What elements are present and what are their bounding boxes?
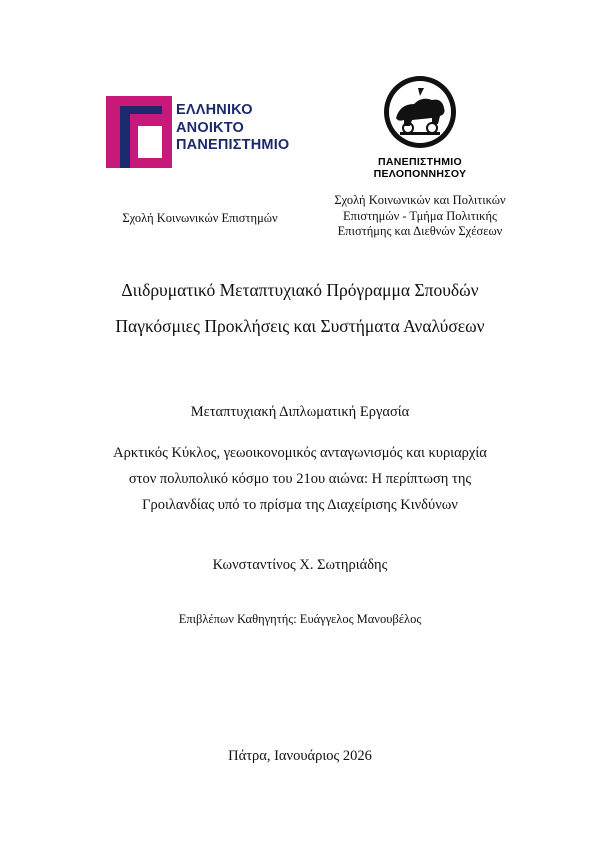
uop-line-2: ΠΕΛΟΠΟΝΝΗΣΟΥ bbox=[373, 168, 467, 180]
uop-seal-icon bbox=[360, 74, 480, 154]
supervisor: Επιβλέπων Καθηγητής: Ευάγγελος Μανουβέλος bbox=[178, 612, 422, 626]
eap-line-1: ΕΛΛΗΝΙΚΟ bbox=[176, 102, 253, 118]
author-name: Κωνσταντίνος Χ. Σωτηριάδης bbox=[212, 557, 388, 573]
left-school-name: Σχολή Κοινωνικών Επιστημών bbox=[122, 211, 278, 225]
eap-line-2: ΑΝΟΙΚΤΟ bbox=[176, 119, 244, 136]
eap-logo bbox=[106, 96, 296, 168]
thesis-title bbox=[0, 440, 600, 518]
place-date: Πάτρα, Ιανουάριος 2026 bbox=[228, 748, 372, 764]
thesis-type: Μεταπτυχιακή Διπλωματική Εργασία bbox=[190, 404, 410, 420]
uop-line-1: ΠΑΝΕΠΙΣΤΗΜΙΟ bbox=[378, 156, 462, 168]
eap-logo-mark-icon bbox=[106, 96, 172, 168]
program-title-line-1: Διιδρυματικό Μεταπτυχιακό Πρόγραμμα Σπουδών bbox=[121, 280, 479, 300]
right-school-line-1: Σχολή Κοινωνικών και Πολιτικών bbox=[334, 193, 506, 207]
right-school-name bbox=[300, 193, 540, 240]
thesis-title-line-1: Αρκτικός Κύκλος, γεωοικονομικός ανταγωνισμός και κυριαρχία bbox=[113, 445, 487, 461]
right-school-line-2: Επιστημών - Τμήμα Πολιτικής bbox=[343, 208, 497, 223]
thesis-title-line-2: στον πολυπολικό κόσμο του 21ου αιώνα: Η περίπτωση της bbox=[128, 471, 472, 487]
thesis-title-line-3: Γροιλανδίας υπό το πρίσμα της Διαχείρισης Κινδύνων bbox=[142, 497, 458, 513]
program-title-line-2: Παγκόσμιες Προκλήσεις και Συστήματα Αναλύσεων bbox=[115, 316, 485, 336]
eap-logo-text bbox=[176, 102, 289, 155]
eap-line-3: ΠΑΝΕΠΙΣΤΗΜΙΟ bbox=[176, 137, 290, 153]
uop-logo bbox=[360, 74, 480, 186]
uop-logo-text bbox=[360, 156, 480, 180]
right-school-line-3: Επιστήμης και Διεθνών Σχέσεων bbox=[337, 224, 503, 238]
